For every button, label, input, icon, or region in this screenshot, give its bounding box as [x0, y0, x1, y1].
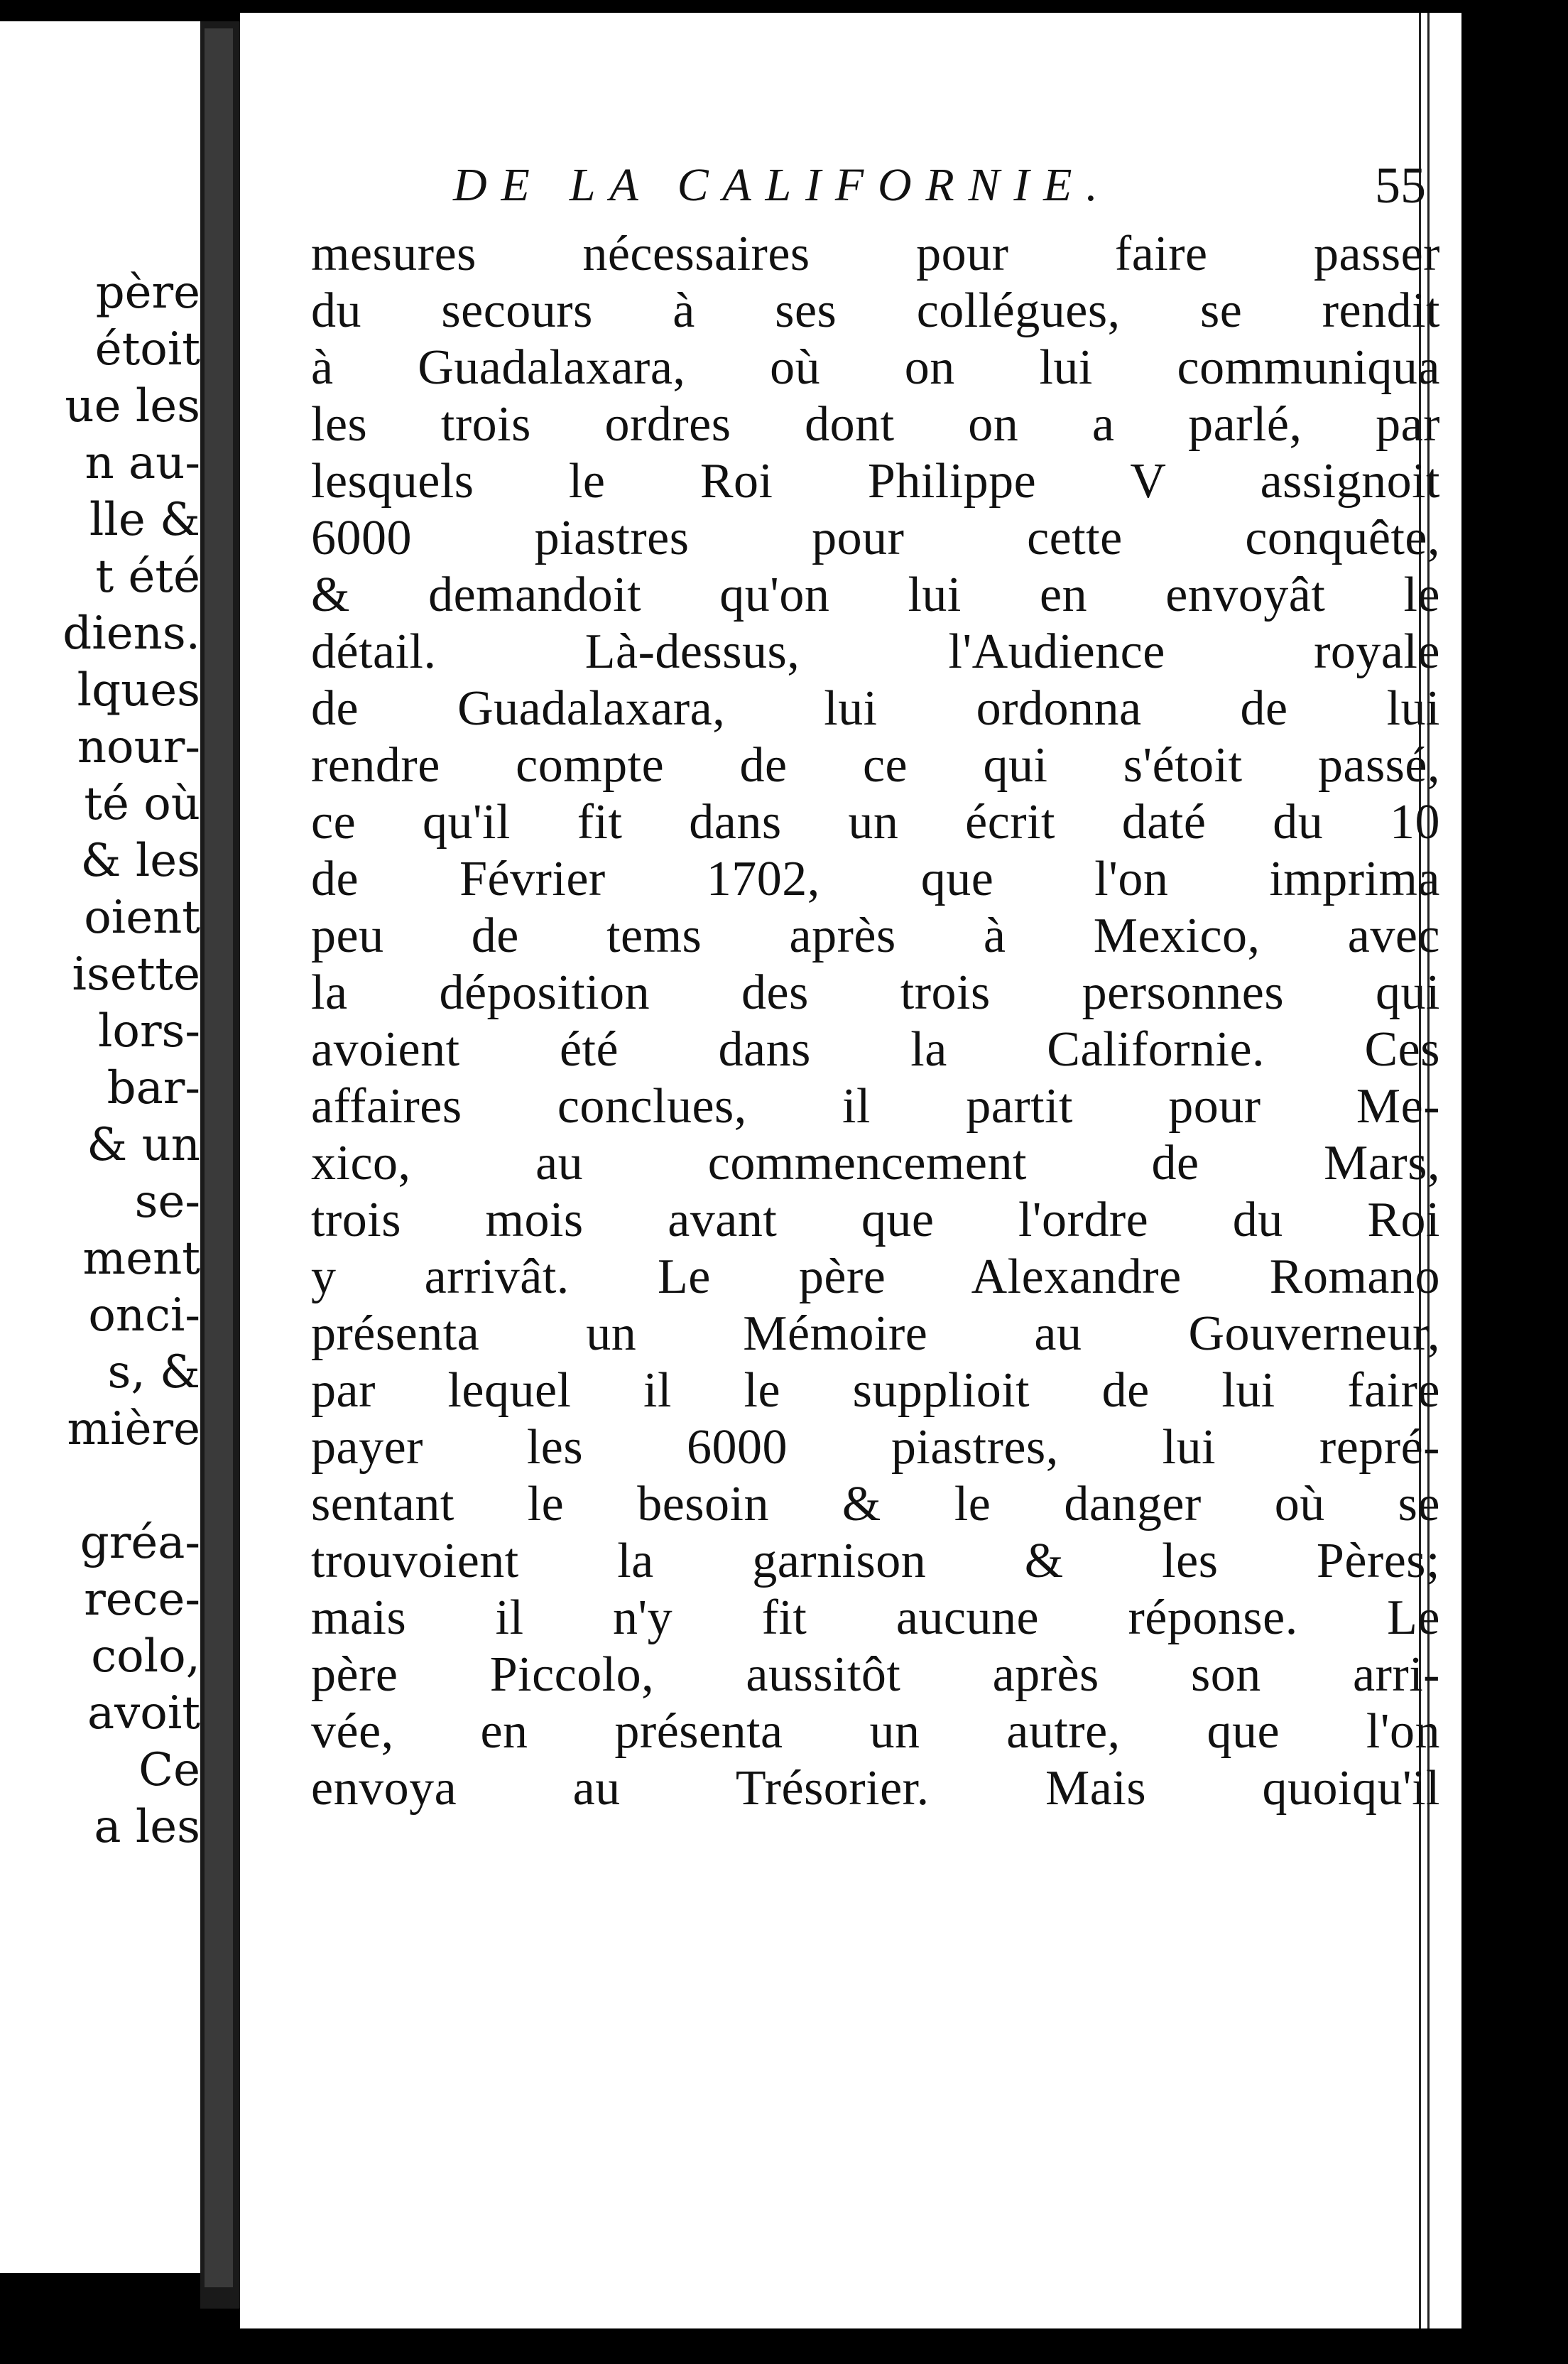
text-line: sentant le besoin & le danger où se [311, 1477, 1440, 1531]
left-page-line: lors- [97, 1005, 200, 1058]
text-line: envoya au Trésorier. Mais quoiqu'il [311, 1761, 1440, 1816]
left-page-line: a les [94, 1801, 200, 1853]
text-line: du secours à ses collégues, se rendit [311, 283, 1440, 338]
text-line: trouvoient la garnison & les Pères; [311, 1534, 1440, 1588]
body-text [311, 226, 1440, 1817]
text-line: les trois ordres dont on a parlé, par [311, 397, 1440, 452]
text-line: à Guadalaxara, où on lui communiqua [311, 340, 1440, 395]
text-line: trois mois avant que l'ordre du Roi [311, 1193, 1440, 1247]
running-head [453, 153, 1426, 217]
text-line: 6000 piastres pour cette conquête, [311, 511, 1440, 565]
text-line: y arrivât. Le père Alexandre Romano [311, 1249, 1440, 1304]
page-number: 55 [1375, 156, 1426, 214]
text-line: mesures nécessaires pour faire passer [311, 227, 1440, 281]
right-page [240, 13, 1461, 2328]
text-line: vée, en présenta un autre, que l'on [311, 1704, 1440, 1759]
text-line: & demandoit qu'on lui en envoyât le [311, 568, 1440, 622]
text-line: la déposition des trois personnes qui [311, 965, 1440, 1020]
left-page-line: ue les [65, 380, 200, 433]
left-page-line: avoit [87, 1687, 200, 1740]
text-line: affaires conclues, il partit pour Me- [311, 1079, 1440, 1134]
left-page-line: lle & [89, 494, 200, 546]
text-line: de Guadalaxara, lui ordonna de lui [311, 681, 1440, 736]
left-page-line: étoit [94, 323, 200, 376]
text-line: détail. Là-dessus, l'Audience royale [311, 624, 1440, 679]
left-page-line: rece- [84, 1573, 200, 1626]
text-line: avoient été dans la Californie. Ces [311, 1022, 1440, 1077]
left-page-line: oient [84, 891, 200, 944]
left-page-line: bar- [107, 1062, 200, 1115]
running-title: DE LA CALIFORNIE. [453, 159, 1112, 211]
text-line: peu de tems après à Mexico, avec [311, 909, 1440, 963]
text-line: père Piccolo, aussitôt après son arri- [311, 1647, 1440, 1702]
left-page-line: s, & [107, 1346, 200, 1399]
left-page-line: & un [87, 1119, 200, 1171]
left-page-line: mière [67, 1403, 200, 1455]
text-line: présenta un Mémoire au Gouverneur, [311, 1306, 1440, 1361]
left-page-line: gréa- [80, 1517, 200, 1569]
left-page-line: n au- [85, 437, 200, 489]
gutter-shadow [205, 28, 233, 2287]
left-page-line: Ce [138, 1744, 200, 1796]
left-page-line: colo, [91, 1630, 200, 1683]
text-line: ce qu'il fit dans un écrit daté du 10 [311, 795, 1440, 850]
left-page-line: & les [80, 835, 200, 887]
text-line: rendre compte de ce qui s'étoit passé, [311, 738, 1440, 793]
text-line: payer les 6000 piastres, lui repré- [311, 1420, 1440, 1475]
text-line: de Février 1702, que l'on imprima [311, 852, 1440, 906]
text-line: lesquels le Roi Philippe V assignoit [311, 454, 1440, 509]
left-page-line: ment [82, 1232, 200, 1285]
left-page-line: nour- [77, 721, 200, 774]
left-page-line: lques [77, 664, 200, 717]
left-page-fragment [0, 21, 200, 2273]
left-page-line: té où [84, 778, 200, 830]
left-page-line: t été [95, 551, 200, 603]
left-page-line: isette [72, 948, 200, 1001]
text-line: xico, au commencement de Mars, [311, 1136, 1440, 1191]
left-page-line: onci- [88, 1289, 200, 1342]
left-page-line: diens. [62, 607, 200, 660]
left-page-line: père [95, 266, 200, 319]
left-page-line: se- [134, 1176, 200, 1228]
text-line: mais il n'y fit aucune réponse. Le [311, 1590, 1440, 1645]
text-line: par lequel il le supplioit de lui faire [311, 1363, 1440, 1418]
